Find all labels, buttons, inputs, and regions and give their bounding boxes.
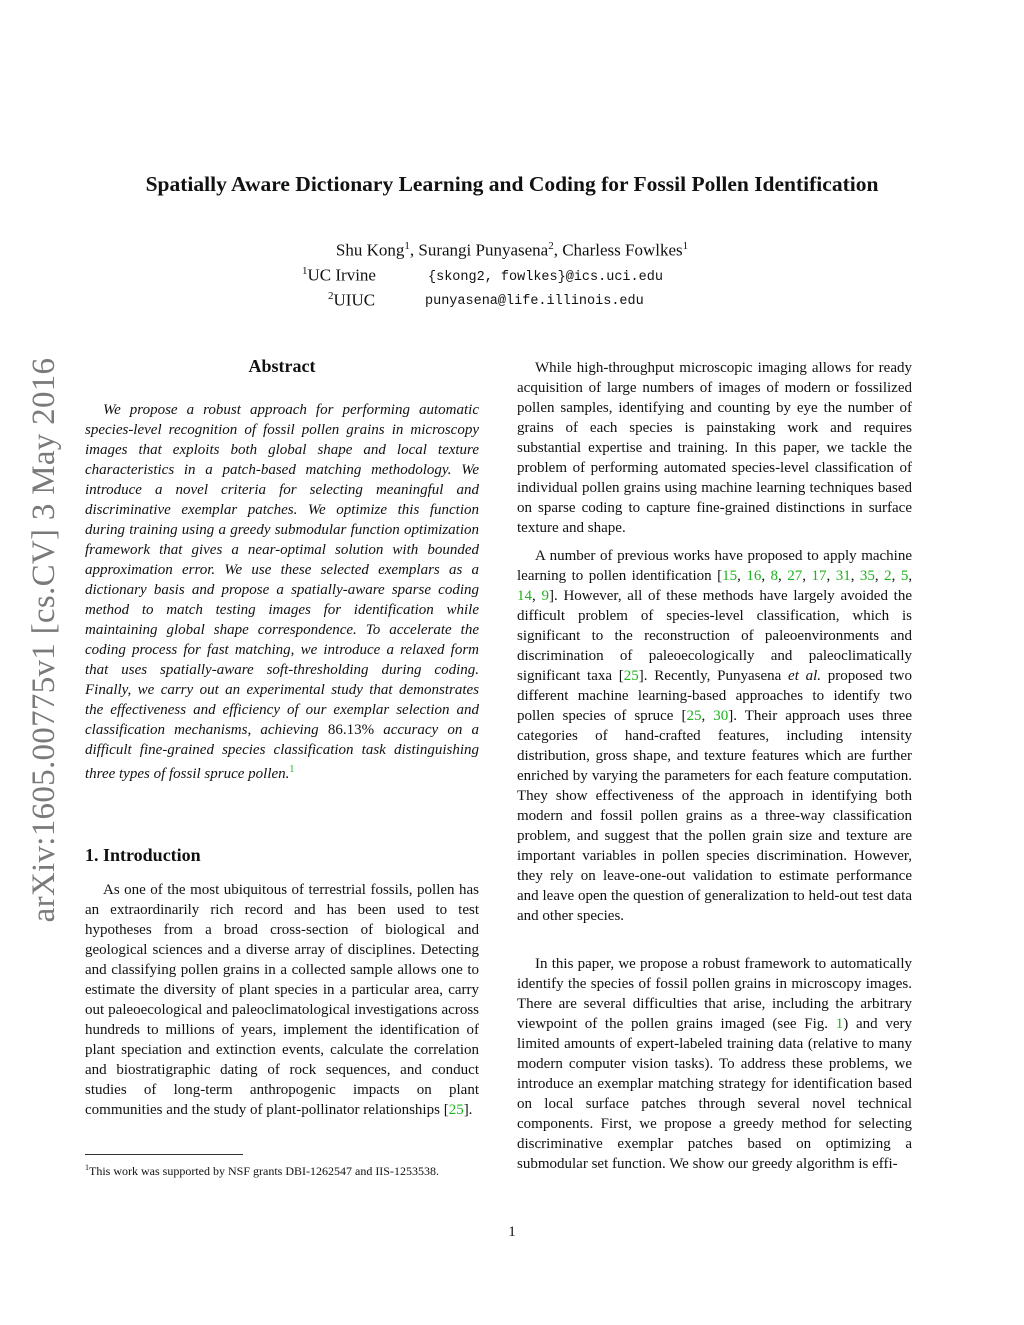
affiliation-1-email: {skong2, fowlkes}@ics.uci.edu: [428, 270, 663, 285]
footnote-rule: [85, 1154, 243, 1155]
affiliation-1: [302, 265, 376, 286]
paper-title: Spatially Aware Dictionary Learning and Coding for Fossil Pollen Identification: [145, 172, 879, 196]
body-paragraph-2: A number of previous works have proposed to apply machine learning to pollen identification [15, 16, 8, 27, 17, 31, 35, 2, 5, 14, 9]. However, all of these methods have largely avoided the difficult problem of species-level classification, which is significant to the reconstruction of paleoenvironments and discrimination of paleoecologically and paleoclimatically significant taxa [25]. Recently, Punyasena et al. proposed two different machine learning-based approaches to identify two pollen species of spruce [25, 30]. Their approach uses three categories of hand-crafted features, including intensity distribution, gross shape, and texture features which are further enriched by varying the parameters for each feature computation. They show effectiveness of the approach in identifying both modern and fossil pollen grains as a three-way classification problem, and suggest that the pollen grain size and texture are important variables in pollen species discrimination. However, they rely on leave-one-out validation to estimate performance and leave open the question of generalization to held-out test data and other species.: [517, 548, 913, 924]
introduction-paragraph: [85, 880, 479, 1120]
footnote-text: This work was supported by NSF grants DBI-1262547 and IIS-1253538.: [89, 1164, 439, 1178]
arxiv-identifier: arXiv:1605.00775v1 [cs.CV] 3 May 2016: [26, 357, 62, 923]
citation-link[interactable]: 16: [746, 568, 762, 584]
citation-link[interactable]: 27: [787, 568, 803, 584]
affiliation-2-email: punyasena@life.illinois.edu: [425, 294, 644, 309]
author-name: Charless Fowlkes: [562, 240, 683, 260]
citation-link[interactable]: 14: [517, 588, 532, 604]
page-number: 1: [508, 1224, 516, 1240]
section-heading-introduction: 1. Introduction: [85, 845, 201, 865]
abstract-body: [85, 400, 479, 784]
paragraph-text: While high-throughput microscopic imaging allows for ready acquisition of large numbers of images of modern or fossilized pollen samples, identifying and counting by eye the number of grains of each species is painstaking work and requires substantial expertise and training. In this paper, we tackle the problem of performing automated species-level classification of individual pollen grains using machine learning techniques based on sparse coding to capture fine-grained distinctions in surface texture and shape.: [517, 360, 912, 536]
citation-link[interactable]: 25: [448, 1102, 464, 1118]
author-name: Shu Kong: [335, 240, 405, 260]
paragraph-text: ]. Recently, Punyasena: [638, 668, 789, 684]
citation-link[interactable]: 9: [541, 588, 549, 604]
paragraph-text: A number of previous works have proposed to apply machine learning to pollen identification [: [517, 548, 912, 584]
author-affiliation-mark: 2: [548, 240, 554, 252]
citation-link[interactable]: 15: [722, 568, 738, 584]
figure-reference-link[interactable]: 1: [835, 1016, 844, 1032]
paragraph-text: ].: [463, 1102, 473, 1118]
footnote-reference-link[interactable]: 1: [289, 764, 295, 775]
citation-link[interactable]: 5: [900, 568, 909, 584]
abstract-accuracy: 86.13%: [327, 722, 375, 738]
author-affiliation-mark: 1: [682, 240, 689, 252]
citation-link[interactable]: 30: [713, 708, 729, 724]
citation-link[interactable]: 8: [770, 568, 779, 584]
footnote-mark: 1: [85, 1163, 89, 1172]
abstract-tail: accuracy on a difficult fine-grained species classification task distinguishing three types of fossil spruce pollen.: [85, 722, 479, 782]
paragraph-text: As one of the most ubiquitous of terrestrial fossils, pollen has an extraordinarily rich record and has been used to test hypotheses from a broad cross-section of biological and geological sciences and a diverse array of disciplines. Detecting and classifying pollen grains in a collected sample allows one to estimate the diversity of plant species in a particular area, carry out paleoecological and paleoclimatological investigations across hundreds to millions of years, implement the identification of plant speciation and extinction events, calculate the correlation and biostratigraphic dating of rock sequences, and conduct studies of long-term anthropogenic impacts on plant communities and the study of plant-pollinator relationships [: [85, 882, 479, 1118]
author-name: Surangi Punyasena: [418, 240, 549, 260]
et-al: et al.: [788, 668, 822, 684]
author-affiliation-mark: 1: [404, 240, 410, 252]
footnote: [85, 1160, 479, 1179]
author-separator: ,: [409, 240, 419, 260]
author-list: [0, 240, 1024, 261]
body-paragraph-1: [517, 358, 912, 538]
affiliation-mark: 1: [302, 265, 308, 277]
citation-link[interactable]: 31: [835, 568, 851, 584]
affiliation-2: [328, 290, 375, 311]
paragraph-text: ]. However, all of these methods have largely avoided the difficult problem of species-level classification, which is significant to the reconstruction of paleoenvironments and discrimination of paleoecologically and paleoclimatically significant taxa [: [517, 588, 913, 684]
citation-link[interactable]: 17: [811, 568, 827, 584]
author-separator: ,: [553, 240, 563, 260]
paragraph-text: ) and very limited amounts of expert-labeled training data (relative to many modern computer vision tasks). To address these problems, we introduce an exemplar matching strategy for identification based on local surface patches through several novel technical components. First, we propose a greedy method for selecting discriminative exemplar patches based on optimizing a submodular set function. We show our greedy algorithm is effi-: [517, 1016, 912, 1172]
paragraph-text: proposed two different machine learning-based approaches to identify two pollen species of spruce [: [517, 668, 913, 724]
affiliation-name: UIUC: [333, 290, 376, 310]
abstract-heading: Abstract: [248, 356, 316, 376]
citation-link[interactable]: 2: [884, 568, 892, 584]
paragraph-text: ]. Their approach uses three categories of hand-crafted features, including intensity distribution, gross shape, and texture features which are further enriched by varying the parameters for each feature computation. They show effectiveness of the approach in identifying both modern and fossil pollen grains as a three-way classification problem, and suggest that the pollen grain size and texture are important variables in pollen species discrimination. However, they rely on leave-one-out validation to estimate performance and leave open the question of generalization to held-out test data and other species.: [517, 708, 912, 924]
affiliation-mark: 2: [328, 290, 334, 302]
citation-link[interactable]: 35: [859, 568, 875, 584]
citation-link[interactable]: 25: [623, 668, 639, 684]
body-paragraph-3: [517, 954, 912, 1174]
citation-link[interactable]: 25: [686, 708, 702, 724]
paragraph-text: In this paper, we propose a robust framework to automatically identify the species of fossil pollen grains in microscopy images. There are several difficulties that arise, including the arbitrary viewpoint of the pollen grains imaged (see Fig.: [517, 956, 912, 1032]
abstract-text: We propose a robust approach for performing automatic species-level recognition of fossil pollen grains in microscopy images that exploits both global shape and local texture characteristics in a patch-based matching methodology. We introduce a novel criteria for selecting meaningful and discriminative exemplar patches. We optimize this function during training using a greedy submodular function optimization framework that gives a near-optimal solution with bounded approximation error. We use these selected exemplars as a dictionary basis and propose a spatially-aware sparse coding method to match testing images for identification while maintaining global shape correspondence. To accelerate the coding process for fast matching, we introduce a relaxed form that uses spatially-aware soft-thresholding during coding. Finally, we carry out an experimental study that demonstrates the effectiveness and efficiency of our exemplar selection and classification mechanisms, achieving: [85, 402, 479, 738]
affiliation-name: UC Irvine: [307, 265, 376, 285]
